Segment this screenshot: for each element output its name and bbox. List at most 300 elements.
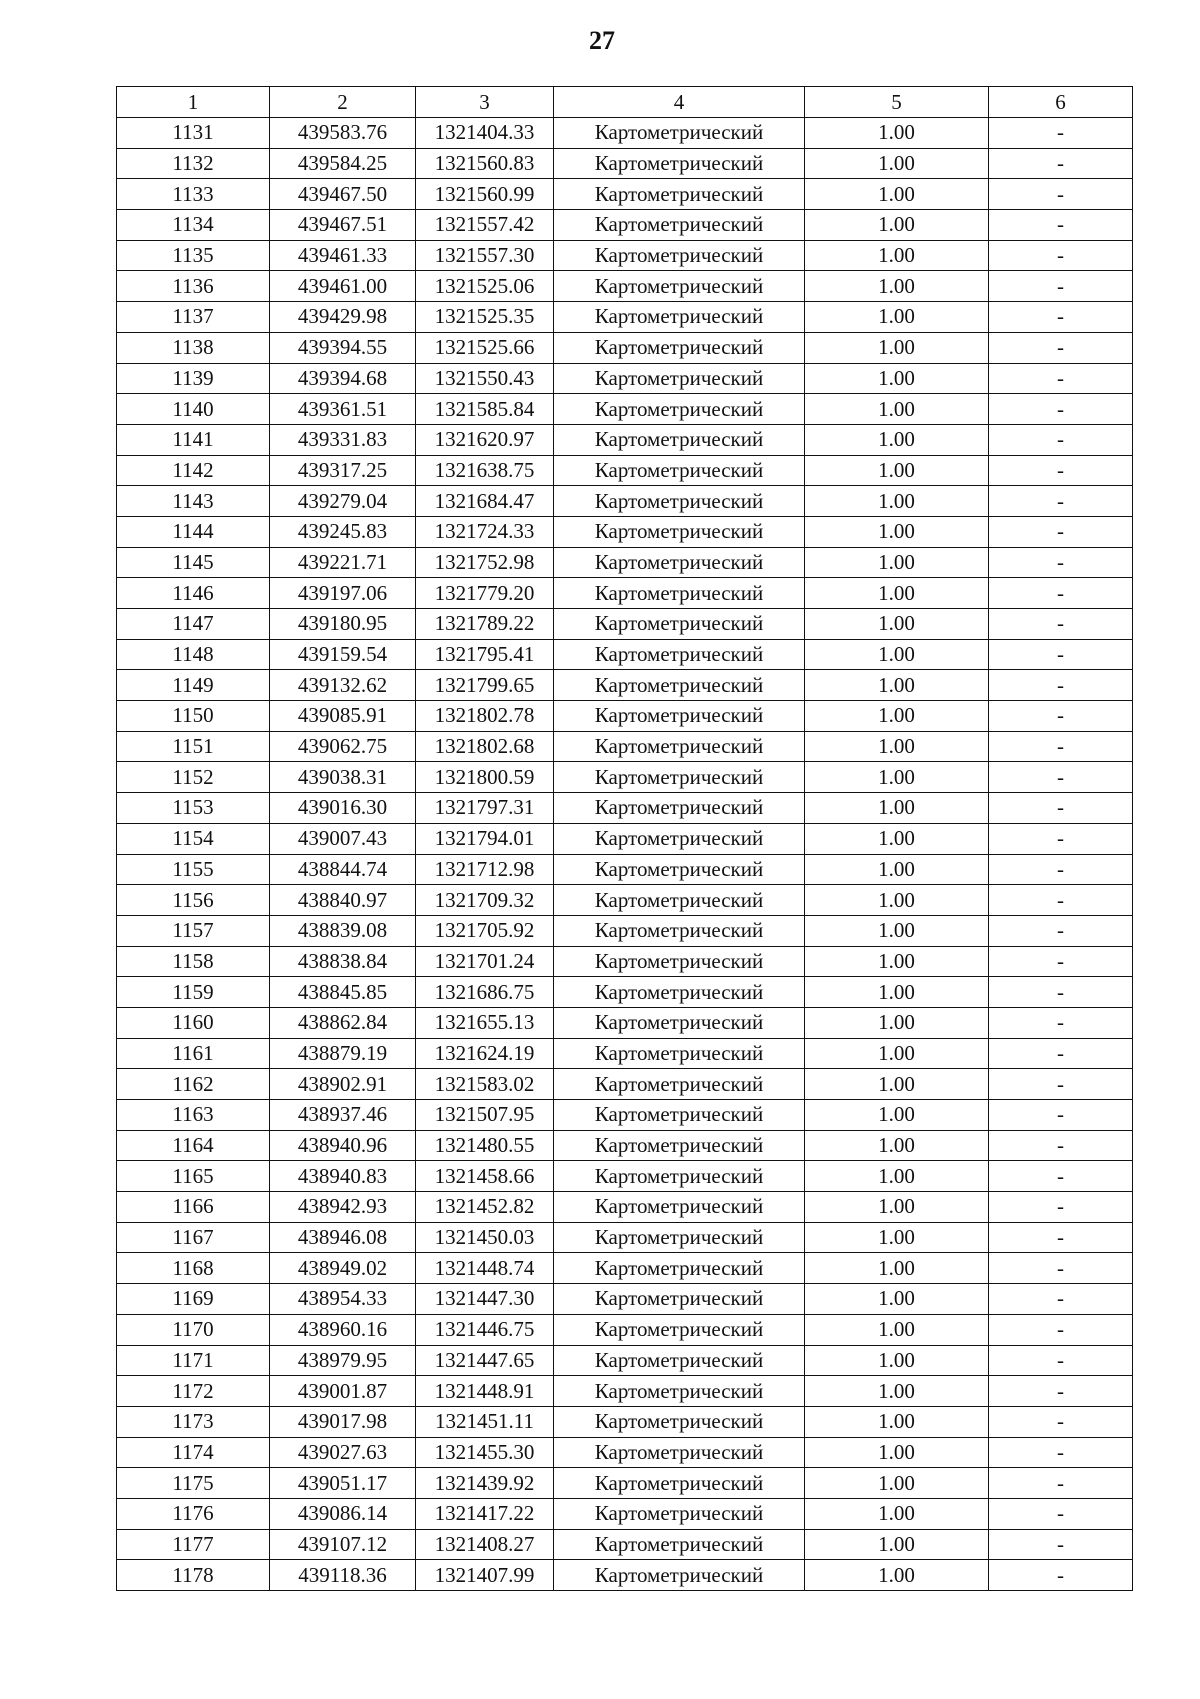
point-number-cell: 1143: [117, 486, 270, 517]
table-row: [117, 1007, 1133, 1038]
accuracy-cell: 1.00: [805, 1284, 989, 1315]
method-cell: Картометрический: [554, 762, 805, 793]
y-coordinate-cell: 1321624.19: [416, 1038, 554, 1069]
x-coordinate-cell: 439361.51: [270, 394, 416, 425]
table-row: [117, 854, 1133, 885]
y-coordinate-cell: 1321447.30: [416, 1284, 554, 1315]
y-coordinate-cell: 1321684.47: [416, 486, 554, 517]
accuracy-cell: 1.00: [805, 1437, 989, 1468]
y-coordinate-cell: 1321585.84: [416, 394, 554, 425]
point-number-cell: 1168: [117, 1253, 270, 1284]
accuracy-cell: 1.00: [805, 823, 989, 854]
point-number-cell: 1163: [117, 1100, 270, 1131]
point-number-cell: 1155: [117, 854, 270, 885]
x-coordinate-cell: 439062.75: [270, 731, 416, 762]
x-coordinate-cell: 439027.63: [270, 1437, 416, 1468]
x-coordinate-cell: 439118.36: [270, 1560, 416, 1591]
x-coordinate-cell: 439467.50: [270, 179, 416, 210]
point-number-cell: 1164: [117, 1130, 270, 1161]
table-header-row: [117, 87, 1133, 118]
x-coordinate-cell: 439086.14: [270, 1498, 416, 1529]
description-cell: -: [989, 210, 1133, 241]
table-row: [117, 977, 1133, 1008]
description-cell: -: [989, 118, 1133, 149]
table-row: [117, 1253, 1133, 1284]
point-number-cell: 1142: [117, 455, 270, 486]
table-row: [117, 148, 1133, 179]
description-cell: -: [989, 762, 1133, 793]
accuracy-cell: 1.00: [805, 424, 989, 455]
description-cell: -: [989, 1529, 1133, 1560]
accuracy-cell: 1.00: [805, 885, 989, 916]
method-cell: Картометрический: [554, 977, 805, 1008]
method-cell: Картометрический: [554, 1284, 805, 1315]
y-coordinate-cell: 1321525.06: [416, 271, 554, 302]
accuracy-cell: 1.00: [805, 762, 989, 793]
accuracy-cell: 1.00: [805, 1529, 989, 1560]
y-coordinate-cell: 1321408.27: [416, 1529, 554, 1560]
description-cell: -: [989, 1560, 1133, 1591]
method-cell: Картометрический: [554, 1437, 805, 1468]
x-coordinate-cell: 439180.95: [270, 609, 416, 640]
y-coordinate-cell: 1321448.74: [416, 1253, 554, 1284]
method-cell: Картометрический: [554, 240, 805, 271]
description-cell: -: [989, 1038, 1133, 1069]
table-row: [117, 1130, 1133, 1161]
x-coordinate-cell: 439279.04: [270, 486, 416, 517]
table-row: [117, 455, 1133, 486]
method-cell: Картометрический: [554, 1345, 805, 1376]
accuracy-cell: 1.00: [805, 639, 989, 670]
accuracy-cell: 1.00: [805, 1161, 989, 1192]
description-cell: -: [989, 1406, 1133, 1437]
description-cell: -: [989, 363, 1133, 394]
table-row: [117, 1560, 1133, 1591]
accuracy-cell: 1.00: [805, 946, 989, 977]
x-coordinate-cell: 438879.19: [270, 1038, 416, 1069]
x-coordinate-cell: 438946.08: [270, 1222, 416, 1253]
point-number-cell: 1158: [117, 946, 270, 977]
table-row: [117, 885, 1133, 916]
description-cell: -: [989, 1284, 1133, 1315]
method-cell: Картометрический: [554, 486, 805, 517]
x-coordinate-cell: 438838.84: [270, 946, 416, 977]
x-coordinate-cell: 438960.16: [270, 1314, 416, 1345]
point-number-cell: 1156: [117, 885, 270, 916]
point-number-cell: 1153: [117, 793, 270, 824]
y-coordinate-cell: 1321557.42: [416, 210, 554, 241]
accuracy-cell: 1.00: [805, 670, 989, 701]
table-row: [117, 793, 1133, 824]
accuracy-cell: 1.00: [805, 547, 989, 578]
point-number-cell: 1166: [117, 1192, 270, 1223]
accuracy-cell: 1.00: [805, 1498, 989, 1529]
method-cell: Картометрический: [554, 670, 805, 701]
y-coordinate-cell: 1321800.59: [416, 762, 554, 793]
table-row: [117, 179, 1133, 210]
table-row: [117, 1192, 1133, 1223]
description-cell: -: [989, 915, 1133, 946]
x-coordinate-cell: 438942.93: [270, 1192, 416, 1223]
x-coordinate-cell: 438844.74: [270, 854, 416, 885]
point-number-cell: 1162: [117, 1069, 270, 1100]
y-coordinate-cell: 1321550.43: [416, 363, 554, 394]
description-cell: -: [989, 148, 1133, 179]
point-number-cell: 1138: [117, 332, 270, 363]
description-cell: -: [989, 240, 1133, 271]
y-coordinate-cell: 1321450.03: [416, 1222, 554, 1253]
method-cell: Картометрический: [554, 823, 805, 854]
accuracy-cell: 1.00: [805, 1468, 989, 1499]
x-coordinate-cell: 439245.83: [270, 516, 416, 547]
x-coordinate-cell: 438845.85: [270, 977, 416, 1008]
method-cell: Картометрический: [554, 1560, 805, 1591]
table-row: [117, 1529, 1133, 1560]
y-coordinate-cell: 1321458.66: [416, 1161, 554, 1192]
accuracy-cell: 1.00: [805, 302, 989, 333]
description-cell: -: [989, 394, 1133, 425]
table-row: [117, 946, 1133, 977]
y-coordinate-cell: 1321655.13: [416, 1007, 554, 1038]
point-number-cell: 1173: [117, 1406, 270, 1437]
description-cell: -: [989, 793, 1133, 824]
description-cell: -: [989, 701, 1133, 732]
description-cell: -: [989, 885, 1133, 916]
table-body: [117, 118, 1133, 1591]
table-row: [117, 670, 1133, 701]
method-cell: Картометрический: [554, 639, 805, 670]
y-coordinate-cell: 1321451.11: [416, 1406, 554, 1437]
method-cell: Картометрический: [554, 1222, 805, 1253]
x-coordinate-cell: 438862.84: [270, 1007, 416, 1038]
point-number-cell: 1152: [117, 762, 270, 793]
x-coordinate-cell: 439221.71: [270, 547, 416, 578]
y-coordinate-cell: 1321620.97: [416, 424, 554, 455]
accuracy-cell: 1.00: [805, 118, 989, 149]
table-row: [117, 1376, 1133, 1407]
point-number-cell: 1172: [117, 1376, 270, 1407]
accuracy-cell: 1.00: [805, 363, 989, 394]
point-number-cell: 1160: [117, 1007, 270, 1038]
description-cell: -: [989, 424, 1133, 455]
y-coordinate-cell: 1321752.98: [416, 547, 554, 578]
table-row: [117, 1468, 1133, 1499]
accuracy-cell: 1.00: [805, 1253, 989, 1284]
method-cell: Картометрический: [554, 1069, 805, 1100]
accuracy-cell: 1.00: [805, 271, 989, 302]
y-coordinate-cell: 1321795.41: [416, 639, 554, 670]
table-row: [117, 1345, 1133, 1376]
method-cell: Картометрический: [554, 1314, 805, 1345]
x-coordinate-cell: 438979.95: [270, 1345, 416, 1376]
y-coordinate-cell: 1321802.78: [416, 701, 554, 732]
accuracy-cell: 1.00: [805, 977, 989, 1008]
point-number-cell: 1175: [117, 1468, 270, 1499]
column-header-3: 3: [416, 87, 554, 118]
table-row: [117, 1222, 1133, 1253]
method-cell: Картометрический: [554, 179, 805, 210]
description-cell: -: [989, 946, 1133, 977]
y-coordinate-cell: 1321709.32: [416, 885, 554, 916]
y-coordinate-cell: 1321439.92: [416, 1468, 554, 1499]
point-number-cell: 1165: [117, 1161, 270, 1192]
description-cell: -: [989, 1376, 1133, 1407]
table-row: [117, 578, 1133, 609]
point-number-cell: 1177: [117, 1529, 270, 1560]
table-row: [117, 516, 1133, 547]
method-cell: Картометрический: [554, 793, 805, 824]
accuracy-cell: 1.00: [805, 455, 989, 486]
description-cell: -: [989, 1498, 1133, 1529]
description-cell: -: [989, 1314, 1133, 1345]
point-number-cell: 1157: [117, 915, 270, 946]
accuracy-cell: 1.00: [805, 1038, 989, 1069]
point-number-cell: 1134: [117, 210, 270, 241]
method-cell: Картометрический: [554, 271, 805, 302]
accuracy-cell: 1.00: [805, 793, 989, 824]
table-row: [117, 1498, 1133, 1529]
description-cell: -: [989, 271, 1133, 302]
x-coordinate-cell: 438902.91: [270, 1069, 416, 1100]
y-coordinate-cell: 1321525.66: [416, 332, 554, 363]
x-coordinate-cell: 439429.98: [270, 302, 416, 333]
table-row: [117, 240, 1133, 271]
x-coordinate-cell: 439001.87: [270, 1376, 416, 1407]
description-cell: -: [989, 455, 1133, 486]
method-cell: Картометрический: [554, 148, 805, 179]
y-coordinate-cell: 1321557.30: [416, 240, 554, 271]
table-row: [117, 762, 1133, 793]
method-cell: Картометрический: [554, 118, 805, 149]
table-row: [117, 915, 1133, 946]
description-cell: -: [989, 1007, 1133, 1038]
column-header-2: 2: [270, 87, 416, 118]
table-row: [117, 1069, 1133, 1100]
x-coordinate-cell: 439394.68: [270, 363, 416, 394]
description-cell: -: [989, 1345, 1133, 1376]
method-cell: Картометрический: [554, 1130, 805, 1161]
y-coordinate-cell: 1321417.22: [416, 1498, 554, 1529]
table-row: [117, 1100, 1133, 1131]
column-header-5: 5: [805, 87, 989, 118]
description-cell: -: [989, 332, 1133, 363]
point-number-cell: 1171: [117, 1345, 270, 1376]
y-coordinate-cell: 1321802.68: [416, 731, 554, 762]
page-number: 27: [589, 26, 615, 55]
description-cell: -: [989, 1100, 1133, 1131]
x-coordinate-cell: 439331.83: [270, 424, 416, 455]
accuracy-cell: 1.00: [805, 1192, 989, 1223]
point-number-cell: 1137: [117, 302, 270, 333]
y-coordinate-cell: 1321705.92: [416, 915, 554, 946]
table-row: [117, 823, 1133, 854]
method-cell: Картометрический: [554, 1007, 805, 1038]
description-cell: -: [989, 1437, 1133, 1468]
point-number-cell: 1169: [117, 1284, 270, 1315]
y-coordinate-cell: 1321404.33: [416, 118, 554, 149]
point-number-cell: 1178: [117, 1560, 270, 1591]
accuracy-cell: 1.00: [805, 854, 989, 885]
x-coordinate-cell: 439017.98: [270, 1406, 416, 1437]
coordinates-table: [116, 86, 1133, 1591]
method-cell: Картометрический: [554, 363, 805, 394]
y-coordinate-cell: 1321507.95: [416, 1100, 554, 1131]
point-number-cell: 1176: [117, 1498, 270, 1529]
table-row: [117, 302, 1133, 333]
method-cell: Картометрический: [554, 1100, 805, 1131]
point-number-cell: 1136: [117, 271, 270, 302]
table-row: [117, 701, 1133, 732]
accuracy-cell: 1.00: [805, 1560, 989, 1591]
y-coordinate-cell: 1321448.91: [416, 1376, 554, 1407]
method-cell: Картометрический: [554, 1038, 805, 1069]
point-number-cell: 1145: [117, 547, 270, 578]
table-row: [117, 424, 1133, 455]
accuracy-cell: 1.00: [805, 1406, 989, 1437]
description-cell: -: [989, 1468, 1133, 1499]
accuracy-cell: 1.00: [805, 486, 989, 517]
x-coordinate-cell: 439038.31: [270, 762, 416, 793]
method-cell: Картометрический: [554, 394, 805, 425]
x-coordinate-cell: 439132.62: [270, 670, 416, 701]
method-cell: Картометрический: [554, 1529, 805, 1560]
description-cell: -: [989, 1161, 1133, 1192]
method-cell: Картометрический: [554, 516, 805, 547]
point-number-cell: 1148: [117, 639, 270, 670]
accuracy-cell: 1.00: [805, 578, 989, 609]
y-coordinate-cell: 1321712.98: [416, 854, 554, 885]
method-cell: Картометрический: [554, 424, 805, 455]
table-row: [117, 118, 1133, 149]
y-coordinate-cell: 1321446.75: [416, 1314, 554, 1345]
x-coordinate-cell: 439085.91: [270, 701, 416, 732]
x-coordinate-cell: 438937.46: [270, 1100, 416, 1131]
point-number-cell: 1140: [117, 394, 270, 425]
description-cell: -: [989, 609, 1133, 640]
x-coordinate-cell: 438954.33: [270, 1284, 416, 1315]
point-number-cell: 1133: [117, 179, 270, 210]
method-cell: Картометрический: [554, 1253, 805, 1284]
x-coordinate-cell: 439007.43: [270, 823, 416, 854]
description-cell: -: [989, 731, 1133, 762]
table-row: [117, 1437, 1133, 1468]
point-number-cell: 1159: [117, 977, 270, 1008]
method-cell: Картометрический: [554, 578, 805, 609]
accuracy-cell: 1.00: [805, 1007, 989, 1038]
y-coordinate-cell: 1321779.20: [416, 578, 554, 609]
x-coordinate-cell: 438940.83: [270, 1161, 416, 1192]
table-row: [117, 1038, 1133, 1069]
y-coordinate-cell: 1321794.01: [416, 823, 554, 854]
point-number-cell: 1161: [117, 1038, 270, 1069]
accuracy-cell: 1.00: [805, 210, 989, 241]
table-row: [117, 394, 1133, 425]
method-cell: Картометрический: [554, 1192, 805, 1223]
method-cell: Картометрический: [554, 609, 805, 640]
method-cell: Картометрический: [554, 547, 805, 578]
description-cell: -: [989, 639, 1133, 670]
point-number-cell: 1174: [117, 1437, 270, 1468]
table-row: [117, 210, 1133, 241]
y-coordinate-cell: 1321560.83: [416, 148, 554, 179]
y-coordinate-cell: 1321686.75: [416, 977, 554, 1008]
table-row: [117, 486, 1133, 517]
y-coordinate-cell: 1321447.65: [416, 1345, 554, 1376]
accuracy-cell: 1.00: [805, 240, 989, 271]
description-cell: -: [989, 516, 1133, 547]
table-row: [117, 609, 1133, 640]
table-row: [117, 547, 1133, 578]
point-number-cell: 1151: [117, 731, 270, 762]
point-number-cell: 1144: [117, 516, 270, 547]
accuracy-cell: 1.00: [805, 516, 989, 547]
y-coordinate-cell: 1321455.30: [416, 1437, 554, 1468]
description-cell: -: [989, 1192, 1133, 1223]
point-number-cell: 1154: [117, 823, 270, 854]
y-coordinate-cell: 1321583.02: [416, 1069, 554, 1100]
column-header-1: 1: [117, 87, 270, 118]
accuracy-cell: 1.00: [805, 915, 989, 946]
x-coordinate-cell: 439583.76: [270, 118, 416, 149]
description-cell: -: [989, 670, 1133, 701]
accuracy-cell: 1.00: [805, 332, 989, 363]
point-number-cell: 1167: [117, 1222, 270, 1253]
method-cell: Картометрический: [554, 1376, 805, 1407]
table-row: [117, 1284, 1133, 1315]
point-number-cell: 1149: [117, 670, 270, 701]
description-cell: -: [989, 486, 1133, 517]
column-header-6: 6: [989, 87, 1133, 118]
accuracy-cell: 1.00: [805, 1100, 989, 1131]
x-coordinate-cell: 439197.06: [270, 578, 416, 609]
x-coordinate-cell: 438949.02: [270, 1253, 416, 1284]
x-coordinate-cell: 439317.25: [270, 455, 416, 486]
y-coordinate-cell: 1321789.22: [416, 609, 554, 640]
x-coordinate-cell: 439016.30: [270, 793, 416, 824]
method-cell: Картометрический: [554, 1468, 805, 1499]
table-row: [117, 639, 1133, 670]
y-coordinate-cell: 1321560.99: [416, 179, 554, 210]
accuracy-cell: 1.00: [805, 1130, 989, 1161]
point-number-cell: 1147: [117, 609, 270, 640]
accuracy-cell: 1.00: [805, 1376, 989, 1407]
description-cell: -: [989, 823, 1133, 854]
x-coordinate-cell: 439461.33: [270, 240, 416, 271]
table-row: [117, 1314, 1133, 1345]
column-header-4: 4: [554, 87, 805, 118]
table-row: [117, 731, 1133, 762]
method-cell: Картометрический: [554, 455, 805, 486]
x-coordinate-cell: 439461.00: [270, 271, 416, 302]
description-cell: -: [989, 977, 1133, 1008]
description-cell: -: [989, 179, 1133, 210]
x-coordinate-cell: 438940.96: [270, 1130, 416, 1161]
method-cell: Картометрический: [554, 731, 805, 762]
table-row: [117, 363, 1133, 394]
accuracy-cell: 1.00: [805, 148, 989, 179]
table-row: [117, 1161, 1133, 1192]
y-coordinate-cell: 1321701.24: [416, 946, 554, 977]
accuracy-cell: 1.00: [805, 609, 989, 640]
description-cell: -: [989, 547, 1133, 578]
accuracy-cell: 1.00: [805, 394, 989, 425]
accuracy-cell: 1.00: [805, 1222, 989, 1253]
x-coordinate-cell: 438839.08: [270, 915, 416, 946]
x-coordinate-cell: 439584.25: [270, 148, 416, 179]
method-cell: Картометрический: [554, 885, 805, 916]
point-number-cell: 1131: [117, 118, 270, 149]
point-number-cell: 1146: [117, 578, 270, 609]
